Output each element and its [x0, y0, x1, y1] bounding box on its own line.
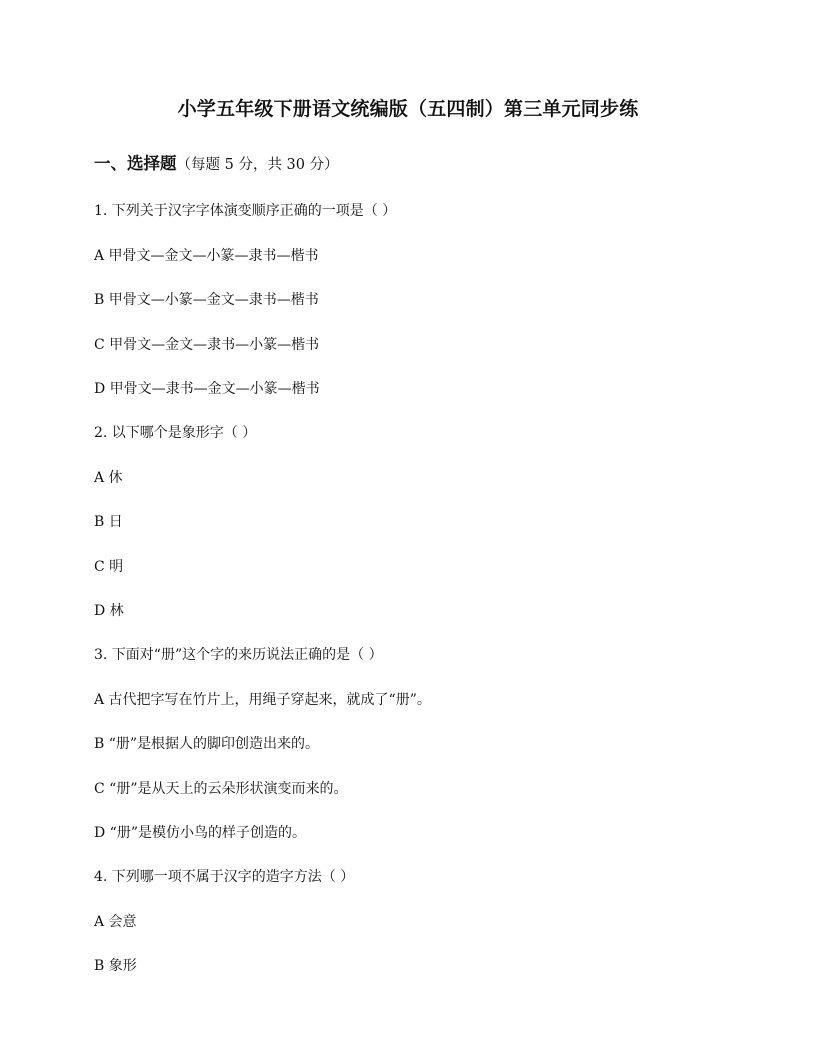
question-4-option-b: B 象形 — [94, 958, 137, 974]
question-2-option-a: A 休 — [94, 470, 123, 486]
question-4-option-a: A 会意 — [94, 914, 137, 930]
question-3-option-d: D “册”是模仿小鸟的样子创造的。 — [94, 825, 306, 841]
question-4-stem: 4. 下列哪一项不属于汉字的造字方法（ ） — [94, 869, 355, 885]
question-1-option-a: A 甲骨文—金文—小篆—隶书—楷书 — [94, 248, 319, 264]
question-1-stem: 1. 下列关于汉字字体演变顺序正确的一项是（ ） — [94, 203, 397, 219]
question-3-option-a: A 古代把字写在竹片上，用绳子穿起来，就成了“册”。 — [94, 692, 431, 708]
question-3-stem: 3. 下面对“册”这个字的来历说法正确的是（ ） — [94, 647, 383, 663]
question-2-option-c: C 明 — [94, 559, 124, 575]
section-header — [94, 150, 339, 174]
question-3-option-b: B “册”是根据人的脚印创造出来的。 — [94, 736, 320, 752]
document-title: 小学五年级下册语文统编版（五四制）第三单元同步练 — [177, 98, 639, 120]
section-heading: 一、选择题 — [94, 154, 177, 173]
question-2-stem: 2. 以下哪个是象形字（ ） — [94, 425, 257, 441]
section-scoring-note: （每题 5 分，共 30 分） — [176, 157, 339, 173]
question-2-option-d: D 林 — [94, 603, 124, 619]
question-1-option-b: B 甲骨文—小篆—金文—隶书—楷书 — [94, 292, 319, 308]
question-1-option-c: C 甲骨文—金文—隶书—小篆—楷书 — [94, 337, 320, 353]
question-2-option-b: B 日 — [94, 514, 123, 530]
question-1-option-d: D 甲骨文—隶书—金文—小篆—楷书 — [94, 381, 320, 397]
question-3-option-c: C “册”是从天上的云朵形状演变而来的。 — [94, 781, 348, 797]
